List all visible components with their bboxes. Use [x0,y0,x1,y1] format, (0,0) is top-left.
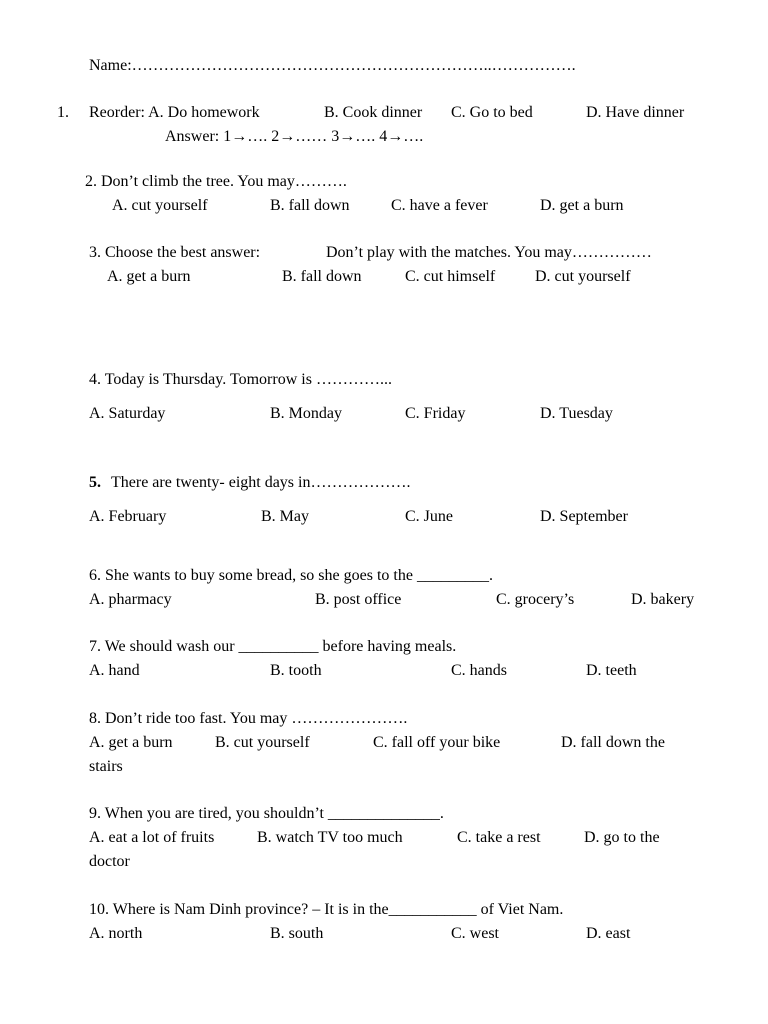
q10-option-c: C. west [451,925,499,942]
q10-option-d: D. east [586,925,631,942]
q1-prompt-option-a: Reorder: A. Do homework [89,104,260,121]
q6-stem: 6. She wants to buy some bread, so she goes to the _________. [89,567,493,584]
q9-option-a: A. eat a lot of fruits [89,829,215,846]
q10-option-b: B. south [270,925,324,942]
q7-option-d: D. teeth [586,662,637,679]
q9-option-d-continued: doctor [89,853,130,870]
q3-option-c: C. cut himself [405,268,496,285]
q2-stem: 2. Don’t climb the tree. You may………. [85,173,347,190]
q8-option-d-continued: stairs [89,758,123,775]
q6-option-d: D. bakery [631,591,695,608]
q1-option-c: C. Go to bed [451,104,533,121]
q6-option-b: B. post office [315,591,402,608]
q4-option-c: C. Friday [405,405,466,422]
q4-option-a: A. Saturday [89,405,166,422]
q3-option-b: B. fall down [282,268,362,285]
q4-option-b: B. Monday [270,405,342,422]
q6-option-c: C. grocery’s [496,591,575,608]
q3-option-a: A. get a burn [107,268,191,285]
q4-option-d: D. Tuesday [540,405,613,422]
q8-option-b: B. cut yourself [215,734,310,751]
q1-option-b: B. Cook dinner [324,104,423,121]
q7-option-b: B. tooth [270,662,322,679]
q5-stem: There are twenty- eight days in………………. [111,474,411,491]
q6-option-a: A. pharmacy [89,591,172,608]
q10-option-a: A. north [89,925,143,942]
q4-stem: 4. Today is Thursday. Tomorrow is …………... [89,371,392,388]
q8-option-a: A. get a burn [89,734,173,751]
q2-option-b: B. fall down [270,197,350,214]
q5-option-b: B. May [261,508,309,525]
q2-option-d: D. get a burn [540,197,624,214]
q3-stem: 3. Choose the best answer: [89,244,261,261]
q8-stem: 8. Don’t ride too fast. You may …………………. [89,710,408,727]
q8-option-d: D. fall down the [561,734,665,751]
q5-option-c: C. June [405,508,453,525]
q7-option-a: A. hand [89,662,140,679]
q7-option-c: C. hands [451,662,507,679]
q1-number: 1. [57,104,69,121]
q9-option-b: B. watch TV too much [257,829,403,846]
q1-answer-line: Answer: 1→…. 2→…… 3→…. 4→…. [165,128,424,145]
q3-option-d: D. cut yourself [535,268,631,285]
q8-option-c: C. fall off your bike [373,734,501,751]
q7-stem: 7. We should wash our __________ before having meals. [89,638,457,655]
q1-option-d: D. Have dinner [586,104,685,121]
q5-number: 5. [89,474,101,491]
q9-stem: 9. When you are tired, you shouldn’t ______________. [89,805,444,822]
q10-stem: 10. Where is Nam Dinh province? – It is in the___________ of Viet Nam. [89,901,564,918]
q9-option-c: C. take a rest [457,829,541,846]
q2-option-c: C. have a fever [391,197,488,214]
q5-option-a: A. February [89,508,167,525]
q2-option-a: A. cut yourself [112,197,208,214]
q9-option-d: D. go to the [584,829,660,846]
q5-option-d: D. September [540,508,628,525]
q3-stem-sentence: Don’t play with the matches. You may…………… [326,244,652,261]
name-line: Name:…………………………………………………………..……………. [89,57,576,74]
